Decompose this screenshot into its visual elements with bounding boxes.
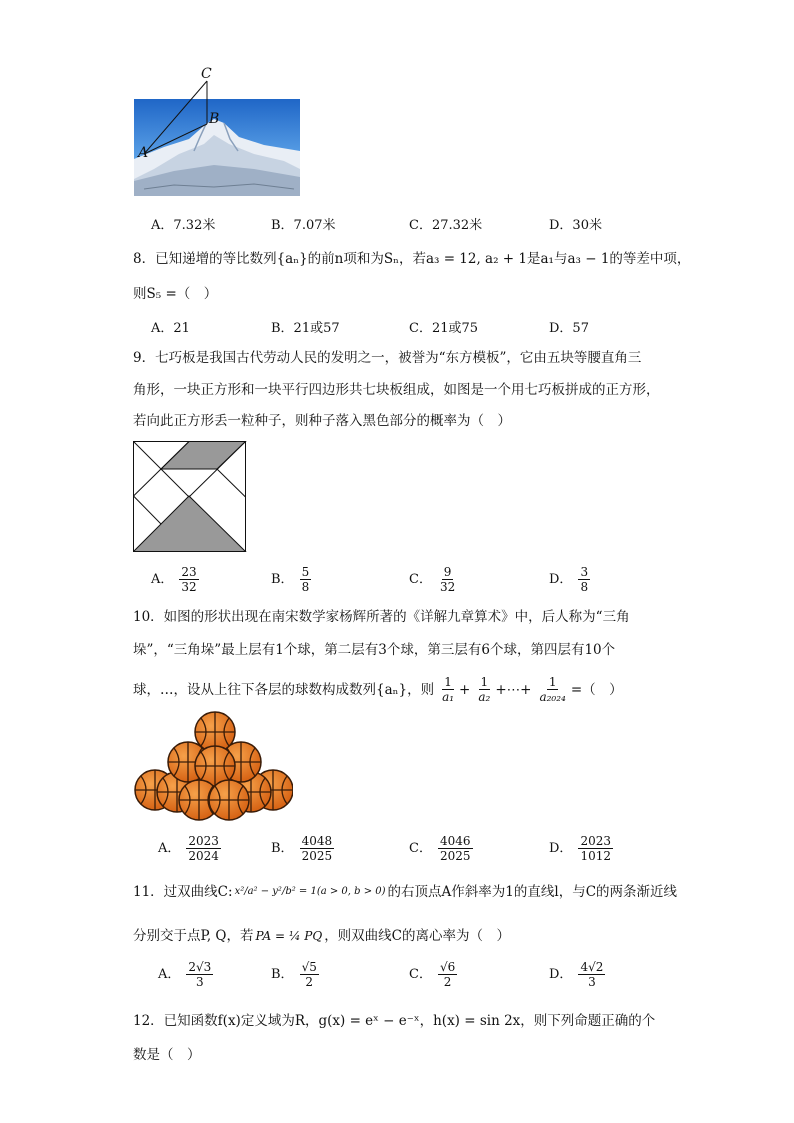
q9-option-b-den: 8	[301, 580, 310, 594]
q10-option-d-den: 1012	[580, 849, 611, 863]
q11-option-c-label: C．	[409, 967, 432, 982]
q9-line-2: 角形，一块正方形和一块平行四边形共七块板组成，如图是一个用七巧板拼成的正方形，	[133, 382, 660, 398]
q11-line-2	[133, 926, 510, 946]
q9-option-a-num: 23	[181, 565, 197, 579]
q9-option-a-den: 32	[181, 580, 197, 594]
q12-line-1: 12．已知函数f(x)定义域为R，g(x) = eˣ − e⁻ˣ，h(x) = sin 2x，则下列命题正确的个	[133, 1013, 656, 1029]
q11-option-b-label: B．	[271, 967, 294, 982]
sum-term-2-num: 1	[480, 675, 489, 689]
q9-line-3: 若向此正方形丢一粒种子，则种子落入黑色部分的概率为（ ）	[133, 413, 511, 429]
q8-option-c: C．21或75	[409, 321, 479, 336]
sum-term-1-den: a₁	[442, 690, 455, 704]
q11-option-b-den: 2	[305, 975, 314, 989]
q11-option-a-fraction	[186, 960, 213, 989]
q9-option-c-den: 32	[439, 580, 456, 594]
q9-option-c-num: 9	[443, 565, 452, 579]
q11-option-d-label: D．	[549, 967, 573, 982]
q9-line-1: 9．七巧板是我国古代劳动人民的发明之一，被誉为“东方模板”，它由五块等腰直角三	[133, 350, 642, 366]
q12-line-2: 数是（ ）	[133, 1047, 201, 1063]
q10-line-2: 垛”，“三角垛”最上层有1个球，第二层有3个球，第三层有6个球，第四层有10个	[133, 642, 616, 658]
q7-option-c: C．27.32米	[409, 218, 483, 233]
q10-option-a-den: 2024	[188, 849, 219, 863]
q10-option-d-fraction	[578, 834, 613, 863]
q8-option-b: B．21或57	[271, 321, 340, 336]
q11-option-d-num: 4√2	[580, 960, 604, 974]
q11-option-c-num: √6	[439, 960, 456, 974]
q9-option-b-num: 5	[301, 565, 310, 579]
q11-line-2-suffix: ，则双曲线C的离心率为（ ）	[324, 928, 511, 944]
hyperbola-equation: x²/a² − y²/b² = 1(a > 0, b > 0)	[234, 886, 386, 897]
q10-option-b	[271, 834, 334, 863]
q9-option-d-fraction	[578, 565, 590, 594]
q11-line-1-prefix: 11．过双曲线C:	[133, 884, 233, 900]
q10-option-c-den: 2025	[439, 849, 471, 863]
sum-term-2-den: a₂	[478, 690, 491, 704]
q8-line-1: 8．已知递增的等比数列{aₙ}的前n项和为Sₙ，若a₃ = 12, a₂ + 1是a₁与a₃ − 1的等差中项，	[133, 251, 691, 267]
q10-option-c	[409, 834, 473, 863]
q10-option-c-fraction	[438, 834, 473, 863]
q11-option-a-label: A．	[158, 967, 181, 982]
q11-option-b-fraction	[300, 960, 319, 989]
q10-line-3	[133, 675, 623, 704]
q10-option-a-label: A．	[158, 841, 181, 856]
q7-option-b: B．7.07米	[271, 218, 336, 233]
q10-option-b-label: B．	[271, 841, 294, 856]
point-c-label: C	[201, 66, 212, 82]
q9-option-c-fraction	[438, 565, 457, 594]
q8-option-d: D．57	[549, 321, 589, 336]
q11-option-c-fraction	[438, 960, 457, 989]
q11-option-d-den: 3	[588, 975, 596, 989]
sum-term-1	[440, 675, 456, 704]
q7-option-d: D．30米	[549, 218, 602, 233]
q9-option-d-den: 8	[580, 580, 589, 594]
tangram-figure	[133, 441, 247, 553]
q11-option-c	[409, 960, 457, 989]
basketball-pile-figure	[133, 710, 293, 825]
sum-plus-1: +	[459, 681, 471, 698]
q11-option-a	[158, 960, 213, 989]
q11-option-a-num: 2√3	[188, 960, 212, 974]
q11-line-1	[133, 882, 677, 902]
q11-option-a-den: 3	[196, 975, 204, 989]
q9-option-d-num: 3	[580, 565, 589, 579]
q10-line-3-prefix: 球，…，设从上往下各层的球数构成数列{aₙ}，则	[133, 681, 435, 698]
q8-option-a: A．21	[151, 321, 190, 336]
q11-option-b	[271, 960, 319, 989]
q10-option-a-num: 2023	[188, 834, 219, 848]
q9-option-b-fraction	[300, 565, 312, 594]
q9-option-c	[409, 565, 457, 594]
q10-option-c-label: C．	[409, 841, 432, 856]
sum-term-1-num: 1	[444, 675, 452, 689]
q10-line-1: 10．如图的形状出现在南宋数学家杨辉所著的《详解九章算术》中，后人称为“三角	[133, 609, 630, 625]
q9-option-d	[549, 565, 590, 594]
q10-option-d	[549, 834, 613, 863]
q9-option-d-label: D．	[549, 572, 573, 587]
q11-line-2-prefix: 分别交于点P, Q，若	[133, 928, 254, 944]
q10-option-d-label: D．	[549, 841, 573, 856]
q11-option-d	[549, 960, 605, 989]
q10-line-3-suffix: =（ ）	[570, 681, 623, 698]
q8-line-2: 则S₅ =（ ）	[133, 286, 218, 302]
q10-option-b-den: 2025	[301, 849, 333, 863]
q9-option-b-label: B．	[271, 572, 294, 587]
q9-option-c-label: C．	[409, 572, 432, 587]
sum-ellipsis: +⋯+	[495, 681, 532, 698]
q11-line-1-suffix: 的右顶点A作斜率为1的直线l，与C的两条渐近线	[387, 884, 678, 900]
sum-term-3	[537, 675, 567, 704]
sum-term-3-num: 1	[548, 675, 557, 689]
q10-option-a	[158, 834, 221, 863]
q10-option-b-num: 4048	[301, 834, 333, 848]
vector-equation: PA = ¼ PQ	[255, 929, 323, 943]
point-b-label: B	[209, 111, 220, 127]
q11-option-c-den: 2	[443, 975, 452, 989]
q10-option-a-fraction	[186, 834, 221, 863]
sum-term-2	[476, 675, 492, 704]
q7-option-a: A．7.32米	[151, 218, 216, 233]
q11-option-b-num: √5	[301, 960, 317, 974]
q11-option-d-fraction	[578, 960, 605, 989]
q9-option-a-label: A．	[151, 572, 174, 587]
q9-option-a	[151, 565, 199, 594]
sum-term-3-den: a₂₀₂₄	[539, 690, 566, 704]
q9-option-b	[271, 565, 311, 594]
q10-option-c-num: 4046	[439, 834, 471, 848]
q10-option-b-fraction	[300, 834, 335, 863]
q10-option-d-num: 2023	[580, 834, 611, 848]
q9-option-a-fraction	[179, 565, 198, 594]
point-a-label: A	[138, 145, 149, 161]
